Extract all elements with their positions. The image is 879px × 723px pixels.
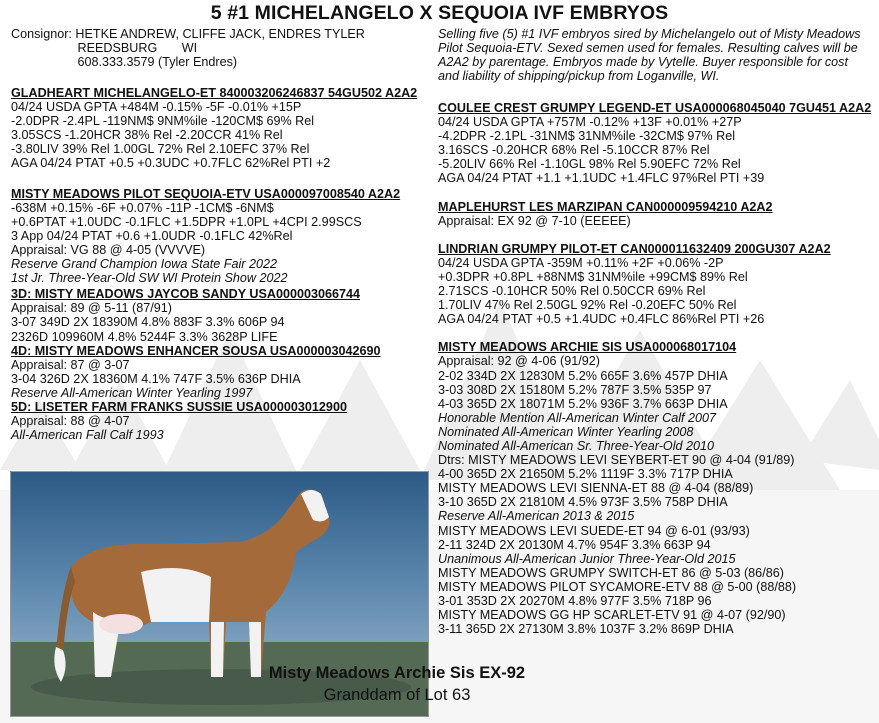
section-gap bbox=[438, 326, 871, 340]
award-line: Nominated All-American Sr. Three-Year-Old 2010 bbox=[438, 438, 715, 453]
record-line: MISTY MEADOWS GRUMPY SWITCH-ET 86 @ 5-03 (86/86) bbox=[438, 565, 784, 580]
record-line: AGA 04/24 PTAT +0.5 +0.3UDC +0.7FLC 62%Rel PTI +2 bbox=[11, 156, 331, 171]
animal-header: MAPLEHURST LES MARZIPAN CAN000009594210 A2A2 bbox=[438, 199, 773, 214]
record-line: 3-03 308D 2X 15180M 5.2% 787F 3.5% 535P 97 bbox=[438, 382, 712, 397]
record-line: 3.16SCS -0.20HCR 68% Rel -5.10CCR 87% Rel bbox=[438, 143, 710, 158]
record-line: MISTY MEADOWS LEVI SIENNA-ET 88 @ 4-04 (88/89) bbox=[438, 481, 754, 496]
section-gap bbox=[438, 228, 871, 242]
record-line: 3-01 353D 2X 20270M 4.8% 977F 3.5% 718P 96 bbox=[438, 594, 712, 608]
consignor-line: 608.333.3579 (Tyler Endres) bbox=[11, 55, 238, 70]
section-gap bbox=[438, 186, 871, 200]
consignor-line: REEDSBURG WI bbox=[11, 41, 198, 56]
record-line: +0.6PTAT +1.0UDC -0.1FLC +1.5DPR +1.0PL +4CPI 2.99SCS bbox=[11, 214, 362, 229]
record-line: -4.2DPR -2.1PL -31NM$ 31NM%ile -32CM$ 97% Rel bbox=[438, 129, 735, 144]
record-line: Appraisal: 87 @ 3-07 bbox=[11, 357, 130, 372]
photo-caption bbox=[217, 662, 577, 706]
record-line: AGA 04/24 PTAT +1.1 +1.1UDC +1.4FLC 97%Rel PTI +39 bbox=[438, 171, 765, 186]
record-line: 3-10 365D 2X 21810M 4.5% 973F 3.5% 758P DHIA bbox=[438, 495, 728, 510]
record-line: Appraisal: 89 @ 5-11 (87/91) bbox=[11, 301, 172, 316]
record-line: MISTY MEADOWS GG HP SCARLET-ETV 91 @ 4-07 (92/90) bbox=[438, 608, 786, 623]
right-column bbox=[438, 101, 871, 636]
record-line: 2-11 324D 2X 20130M 4.7% 954F 3.3% 663P 94 bbox=[438, 537, 711, 552]
award-line: Reserve All-American 2013 & 2015 bbox=[438, 509, 635, 524]
record-line: -638M +0.15% -6F +0.07% -11P -1CM$ -6NM$ bbox=[11, 200, 274, 215]
animal-header: MISTY MEADOWS PILOT SEQUOIA-ETV USA000097008540 A2A2 bbox=[11, 186, 401, 201]
consignor-line: Consignor: HETKE ANDREW, CLIFFE JACK, ENDRES TYLER bbox=[11, 27, 365, 41]
record-line: Appraisal: EX 92 @ 7-10 (EEEEE) bbox=[438, 213, 631, 228]
page-title: 5 #1 MICHELANGELO X SEQUOIA IVF EMBRYOS bbox=[210, 2, 669, 24]
section-gap bbox=[11, 171, 417, 187]
animal-header: GLADHEART MICHELANGELO-ET 840003206246837 54GU502 A2A2 bbox=[11, 86, 418, 100]
record-line: 3.05SCS -1.20HCR 38% Rel -2.20CCR 41% Rel bbox=[11, 128, 283, 143]
record-line: 4-00 365D 2X 21650M 5.2% 1119F 3.3% 717P DHIA bbox=[438, 467, 733, 482]
animal-header: 3D: MISTY MEADOWS JAYCOB SANDY USA000003066744 bbox=[11, 287, 361, 302]
record-line: 04/24 USDA GPTA -359M +0.11% +2F +0.06% -2P bbox=[438, 255, 724, 270]
record-line: 2.71SCS -0.10HCR 50% Rel 0.50CCR 69% Rel bbox=[438, 284, 706, 299]
record-line: 3 App 04/24 PTAT +0.6 +1.0UDR -0.1FLC 42%Rel bbox=[11, 228, 293, 243]
record-line: -2.0DPR -2.4PL -119NM$ 9NM%ile -120CM$ 69% Rel bbox=[11, 114, 315, 129]
record-line: 2-02 334D 2X 12830M 5.2% 665F 3.6% 457P DHIA bbox=[438, 368, 728, 383]
record-line: MISTY MEADOWS PILOT SYCAMORE-ETV 88 @ 5-00 (88/88) bbox=[438, 579, 797, 594]
record-line: MISTY MEADOWS LEVI SUEDE-ET 94 @ 6-01 (93/93) bbox=[438, 523, 750, 538]
record-line: -5.20LIV 66% Rel -1.10GL 98% Rel 5.90EFC 72% Rel bbox=[438, 157, 741, 172]
record-line: 04/24 USDA GPTA +757M -0.12% +13F +0.01% +27P bbox=[438, 115, 742, 130]
lot-description: Selling five (5) #1 IVF embryos sired by Michelangelo out of Misty Meadows Pilot Sequoia-ETV. Sexed semen used for females. Resulting calves will be A2A2 by parentage. Embryos made by Vytelle. Buyer responsible for cost and liability of shipping/pickup from Loganville, WI. bbox=[438, 27, 861, 84]
award-line: Reserve All-American Winter Yearling 1997 bbox=[11, 385, 253, 400]
record-line: 04/24 USDA GPTA +484M -0.15% -5F -0.01% +15P bbox=[11, 100, 302, 115]
award-line: Honorable Mention All-American Winter Calf 2007 bbox=[438, 410, 717, 425]
award-line: Reserve Grand Champion Iowa State Fair 2022 bbox=[11, 257, 278, 272]
record-line: 4-03 365D 2X 18071M 5.2% 936F 3.7% 663P DHIA bbox=[438, 396, 728, 411]
caption-subtitle: Granddam of Lot 63 bbox=[323, 686, 471, 704]
record-line: Appraisal: VG 88 @ 4-05 (VVVVE) bbox=[11, 242, 206, 257]
animal-header: MISTY MEADOWS ARCHIE SIS USA000068017104 bbox=[438, 340, 737, 355]
record-line: 3-04 326D 2X 18360M 4.1% 747F 3.5% 636P DHIA bbox=[11, 371, 301, 386]
animal-header: 4D: MISTY MEADOWS ENHANCER SOUSA USA000003042690 bbox=[11, 343, 381, 358]
animal-header: LINDRIAN GRUMPY PILOT-ET CAN000011632409 200GU307 A2A2 bbox=[438, 241, 831, 256]
record-line: 3-11 365D 2X 27130M 3.8% 1037F 3.2% 869P DHIA bbox=[438, 622, 734, 637]
record-line: 2326D 109960M 4.8% 5244F 3.3% 3628P LIFE bbox=[11, 329, 278, 344]
award-line: 1st Jr. Three-Year-Old SW WI Protein Show 2022 bbox=[11, 271, 288, 286]
record-line: Appraisal: 88 @ 4-07 bbox=[11, 414, 130, 429]
record-line: AGA 04/24 PTAT +0.5 +1.4UDC +0.4FLC 86%Rel PTI +26 bbox=[438, 312, 765, 327]
animal-header: COULEE CREST GRUMPY LEGEND-ET USA000068045040 7GU451 A2A2 bbox=[438, 101, 872, 115]
record-line: Appraisal: 92 @ 4-06 (91/92) bbox=[438, 354, 600, 369]
record-line: -3.80LIV 39% Rel 1.00GL 72% Rel 2.10EFC 37% Rel bbox=[11, 142, 310, 157]
award-line: Nominated All-American Winter Yearling 2008 bbox=[438, 424, 694, 439]
animal-header: 5D: LISETER FARM FRANKS SUSSIE USA000003012900 bbox=[11, 399, 347, 414]
consignor-block bbox=[11, 27, 365, 69]
award-line: Unanimous All-American Junior Three-Year-Old 2015 bbox=[438, 551, 736, 566]
award-line: All-American Fall Calf 1993 bbox=[11, 428, 164, 443]
record-line: +0.3DPR +0.8PL +88NM$ 31NM%ile +99CM$ 89% Rel bbox=[438, 269, 748, 284]
left-column bbox=[11, 86, 417, 442]
record-line: 1.70LIV 47% Rel 2.50GL 92% Rel -0.20EFC 50% Rel bbox=[438, 298, 737, 313]
caption-title: Misty Meadows Archie Sis EX-92 bbox=[268, 664, 526, 682]
record-line: Dtrs: MISTY MEADOWS LEVI SEYBERT-ET 90 @ 4-04 (91/89) bbox=[438, 453, 795, 468]
record-line: 3-07 349D 2X 18390M 4.8% 883F 3.3% 606P 94 bbox=[11, 315, 285, 330]
